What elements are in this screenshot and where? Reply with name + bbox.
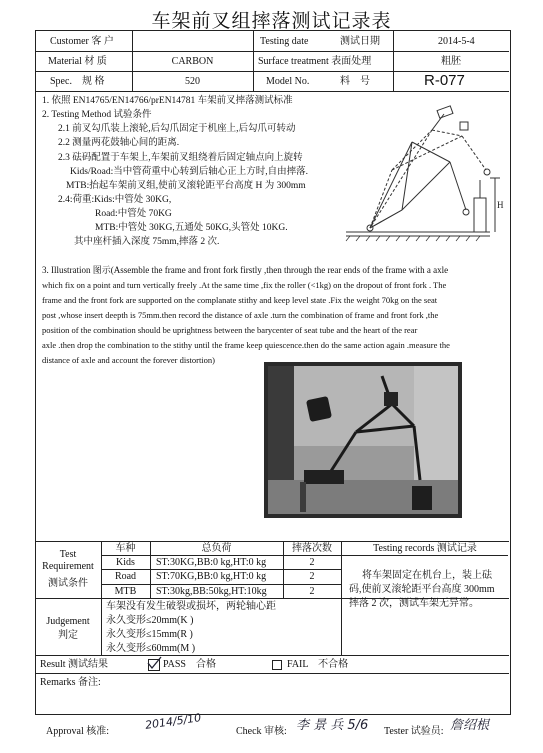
record-line: 将车架固定在机台上，装上砝: [362, 570, 492, 581]
judgement-line: 永久变形≤20mm(K ): [106, 615, 194, 626]
section-2-line: Kids/Road:当中管荷重中心转到后轴心正上方时,自由摔落.: [70, 167, 309, 177]
row-load: ST:70KG,BB:0 kg,HT:0 kg: [156, 571, 267, 582]
record-line: 码,使前叉滚轮距平台高度 300mm: [349, 584, 495, 595]
section-3-line: frame and the front fork are supported on the complanate stithy and keep level state .Fix the weight 70kg on the seat: [42, 295, 438, 305]
check-signature: 李 景 兵 5/6: [296, 718, 369, 733]
section-3-line: axle .then drop the combination to the stithy until the frame keep quiescence.then do the same action again .measure the: [42, 340, 450, 350]
approval-label: Approval 核准:: [46, 726, 110, 737]
judgement-label-en: Judgement: [46, 616, 90, 627]
customer-label: Customer 客 户: [50, 36, 114, 47]
section-1: 1. 依照 EN14765/EN14766/prEN14781 车架前叉摔落测试标准: [42, 96, 293, 106]
tester-signature: 詹绍根: [450, 718, 490, 733]
judgement-line: 永久变形≤60mm(M ): [106, 643, 196, 654]
row-drops: 2: [309, 571, 315, 582]
col-records-header: Testing records 测试记录: [373, 543, 477, 554]
pass-checkbox[interactable]: [148, 659, 160, 671]
model-value: R-077: [424, 72, 465, 89]
test-req-label-en: Test Requirement: [42, 549, 94, 572]
section-3-first-line: (Assemble the frame and front fork firstly ,then through the rear ends of the frame with a axle: [110, 265, 449, 275]
page-title: 车架前叉组摔落测试记录表: [151, 10, 392, 32]
section-3-line: which fix on a point and turn vertically freely .At the same time ,fix the roller (<1kg) on the dropout of front fork . The: [42, 280, 447, 290]
check-icon: [146, 656, 162, 670]
row-load: ST:30KG,BB:0 kg,HT:0 kg: [156, 557, 267, 568]
section-2-line: MTB:中管处 30KG,五通处 50KG,头管处 10KG.: [95, 223, 288, 233]
col-type-header: 车种: [115, 543, 136, 554]
row-type: Road: [114, 571, 137, 582]
row-drops: 2: [309, 557, 315, 568]
surface-value: 粗胚: [441, 56, 461, 67]
material-label: Material 材 质: [48, 56, 107, 67]
test-photo: [264, 362, 462, 518]
section-2-line: 2.1 前叉勾爪装上滚轮,后勾爪固定于机座上,后勾爪可转动: [58, 124, 296, 134]
pass-label: PASS 合格: [163, 659, 216, 670]
fail-label: FAIL 不合格: [287, 659, 349, 670]
result-label: Result 测试结果: [40, 659, 109, 670]
col-load-header: 总负荷: [201, 543, 232, 554]
testing-date-value: 2014-5-4: [438, 36, 475, 47]
section-3-line: distance of axle and account the forever distortion): [42, 355, 216, 365]
section-2-line: 2.2 测量两花鼓轴心间的距离.: [58, 138, 180, 148]
fail-checkbox[interactable]: [272, 660, 282, 670]
section-2-line: Road:中管处 70KG: [95, 209, 172, 219]
material-value: CARBON: [171, 56, 214, 67]
model-label: Model No.: [266, 76, 310, 87]
section-2-line: 其中座杆插入深度 75mm,摔落 2 次.: [74, 237, 220, 247]
spec-label: Spec. 规 格: [50, 76, 105, 87]
judgement-label-cn: 判定: [58, 630, 78, 641]
check-label: Check 审核:: [236, 726, 287, 737]
spec-value: 520: [185, 76, 200, 87]
col-drops-header: 摔落次数: [292, 543, 332, 554]
section-3-title: [42, 264, 448, 278]
drop-test-diagram: [340, 100, 508, 250]
section-2-line: 2.3 砝码配置于车架上,车架前叉组绕着后固定轴点向上旋转: [58, 153, 303, 163]
section-2-line: MTB:抬起车架前叉组,使前叉滚轮距平台高度 H 为 300mm: [66, 181, 306, 191]
section-3-heading: 3. Illustration 图示: [42, 265, 111, 275]
testing-date-cn: 测试日期: [340, 36, 380, 47]
record-line: 摔落 2 次，测试车架无异常。: [349, 598, 479, 609]
row-load: ST:30kg,BB:50kg,HT:10kg: [156, 586, 267, 597]
test-req-label-cn: 测试条件: [48, 578, 88, 589]
section-3-line: post ,whose insert deepth is 75mm.then record the distance of axle .turn the combination of frame and front fork ,the: [42, 310, 439, 320]
approval-signature: 2014/5/10: [144, 711, 202, 732]
section-3-line: position of the combination should be uprightness between the barycenter of seat tube and the heart of the rear: [42, 325, 418, 335]
judgement-line: 车架没有发生破裂或损坏，两轮轴心距: [106, 601, 276, 612]
row-type: MTB: [114, 586, 137, 597]
row-type: Kids: [116, 557, 135, 568]
model-cn: 料 号: [340, 76, 370, 87]
judgement-line: 永久变形≤15mm(R ): [106, 629, 193, 640]
tester-label: Tester 试验员:: [384, 726, 444, 737]
surface-label: Surface treatment 表面处理: [258, 56, 372, 67]
row-drops: 2: [309, 586, 315, 597]
remarks-label: Remarks 备注:: [40, 677, 101, 688]
section-2-line: 2.4:荷重:Kids:中管处 30KG,: [58, 195, 172, 205]
testing-date-label: Testing date: [260, 36, 309, 47]
section-2-title: 2. Testing Method 试验条件: [42, 110, 152, 120]
diagram-label-h: H: [497, 200, 504, 210]
